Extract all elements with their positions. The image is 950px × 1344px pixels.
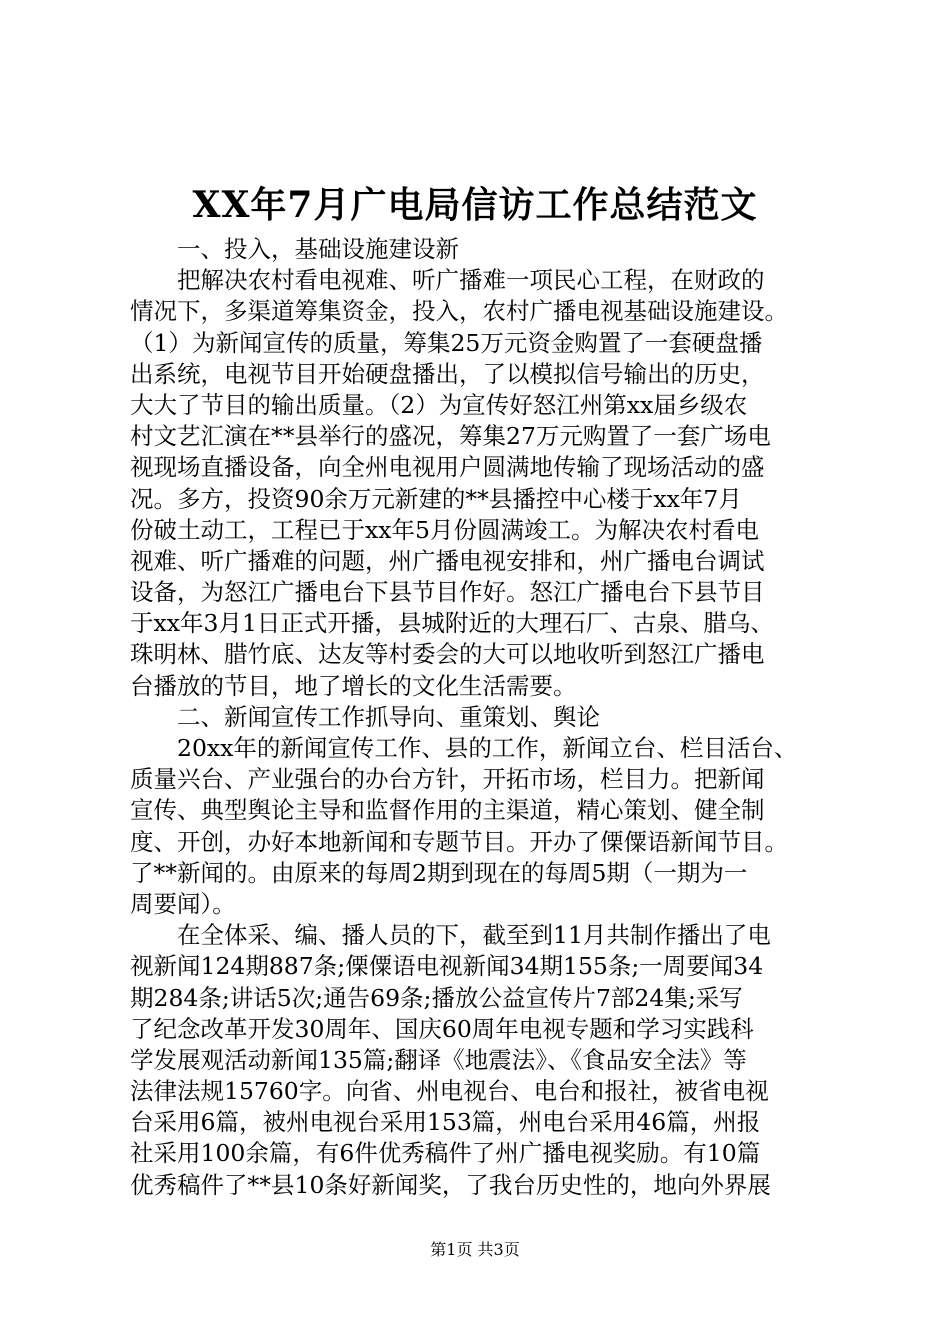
body-text-line: 出系统，电视节目开始硬盘播出，了以模拟信号输出的历史， [130,359,765,388]
body-text-line: 法律法规15760字。向省、州电视台、电台和报社，被省电视 [130,1077,769,1106]
document-body [130,234,830,1201]
body-text-line: 珠明林、腊竹底、达友等村委会的大可以地收听到怒江广播电 [130,640,765,669]
body-text-line: 质量兴台、产业强台的办台方针，开拓市场，栏目力。把新闻 [130,765,765,794]
body-text-line: 度、开创，办好本地新闻和专题节目。开办了傈僳语新闻节目。 [130,827,788,856]
body-text-line: 大大了节目的输出质量。（2）为宣传好怒江州第xx届乡级农 [130,390,748,419]
body-text-line: 视现场直播设备，向全州电视用户圆满地传输了现场活动的盛 [130,453,765,482]
body-text-line: 台播放的节目，地了增长的文化生活需要。 [130,671,577,700]
body-text-line: 视难、听广播难的问题，州广播电视安排和，州广播电台调试 [130,546,765,575]
body-text-line: 台采用6篇，被州电视台采用153篇，州电台采用46篇，州报 [130,1108,761,1137]
body-text-line: 期284条;讲话5次;通告69条;播放公益宣传片7部24集;采写 [130,983,743,1012]
body-text-line: 一、投入，基础设施建设新 [130,235,459,263]
body-text-line: 学发展观活动新闻135篇;翻译《地震法》、《食品安全法》等 [130,1045,747,1074]
body-text-line: 村文艺汇演在**县举行的盛况，筹集27万元购置了一套广场电 [130,422,771,451]
body-text-line: 优秀稿件了**县10条好新闻奖，了我台历史性的，地向外界展 [130,1170,771,1199]
body-text-line: 二、新闻宣传工作抓导向、重策划、舆论 [130,702,600,731]
body-text-line: 于xx年3月1日正式开播，县城附近的大理石厂、古泉、腊乌、 [130,609,774,638]
body-text-line: 份破土动工，工程已于xx年5月份圆满竣工。为解决农村看电 [130,515,759,544]
body-text-line: 20xx年的新闻宣传工作、县的工作，新闻立台、栏目活台、 [130,734,798,762]
document-title: XX年7月广电局信访工作总结范文 [192,184,758,226]
body-text-line: 设备，为怒江广播电台下县节目作好。怒江广播电台下县节目 [130,578,765,607]
body-text-line: 了**新闻的。由原来的每周2期到现在的每周5期（一期为一 [130,858,748,887]
body-text-line: 把解决农村看电视难、听广播难一项民心工程，在财政的 [130,266,765,295]
body-text-line: 宣传、典型舆论主导和监督作用的主渠道，精心策划、健全制 [130,796,765,825]
body-text-line: （1）为新闻宣传的质量，筹集25万元资金购置了一套硬盘播 [130,328,763,357]
body-text-line: 情况下，多渠道筹集资金，投入，农村广播电视基础设施建设。 [130,297,788,326]
body-text-line: 社采用100余篇，有6件优秀稿件了州广播电视奖励。有10篇 [130,1139,761,1168]
body-text-line: 视新闻124期887条;傈僳语电视新闻34期155条;一周要闻34 [130,952,764,981]
body-text-line: 况。多方，投资90余万元新建的**县播控中心楼于xx年7月 [130,484,742,513]
body-text-line: 了纪念改革开发30周年、国庆60周年电视专题和学习实践科 [130,1014,754,1043]
page-footer: 第1页 共3页 [430,1240,520,1259]
body-text-line: 周要闻）。 [130,889,236,918]
body-text-line: 在全体采、编、播人员的下，截至到11月共制作播出了电 [130,921,771,950]
